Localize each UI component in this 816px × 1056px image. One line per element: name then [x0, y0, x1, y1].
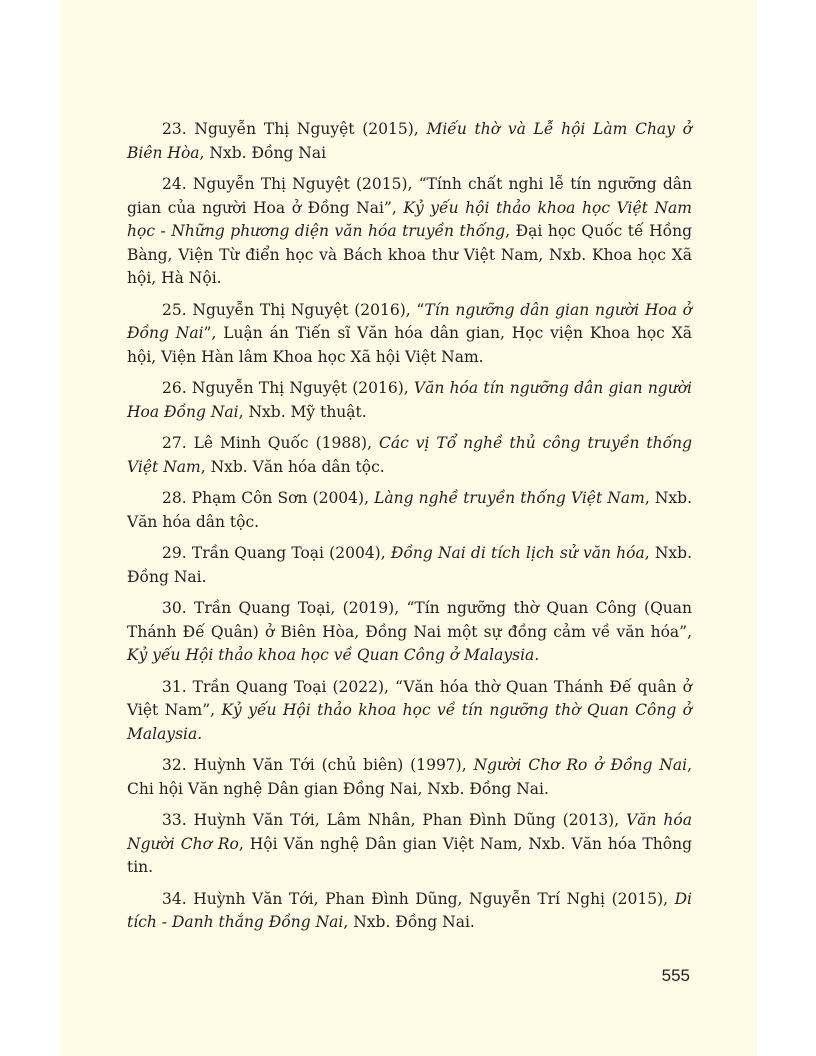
reference-item	[127, 377, 692, 424]
reference-item	[127, 542, 692, 589]
reference-title: Kỷ yếu hội thảo khoa học Việt Nam học - Những phương diện văn hóa truyền thống	[127, 198, 692, 240]
reference-item	[127, 487, 692, 534]
reference-text: , Nxb. Văn hóa dân tộc.	[200, 457, 385, 476]
reference-item	[127, 809, 692, 880]
reference-title: Các vị Tổ nghề thủ công truyền thống Việt Nam	[127, 434, 692, 476]
reference-text: , Nxb. Mỹ thuật.	[238, 402, 367, 421]
reference-title: Di tích - Danh thắng Đồng Nai	[127, 889, 692, 931]
reference-text: 33. Huỳnh Văn Tới, Lâm Nhân, Phan Đình Dũng (2013),	[162, 811, 627, 829]
reference-text: , Nxb. Đồng Nai.	[343, 913, 475, 931]
reference-item	[127, 888, 692, 935]
reference-item	[127, 432, 692, 479]
reference-title: Văn hóa Người Chơ Ro	[127, 811, 692, 853]
reference-text: 25. Nguyễn Thị Nguyệt (2016), “	[162, 300, 425, 319]
reference-text: 27. Lê Minh Quốc (1988),	[162, 434, 379, 452]
reference-text: 34. Huỳnh Văn Tới, Phan Đình Dũng, Nguyễn Trí Nghị (2015),	[162, 889, 675, 908]
reference-title: Kỷ yếu Hội thảo khoa học về Quan Công ở Malaysia.	[127, 646, 540, 664]
reference-item	[127, 299, 692, 370]
reference-text: 30. Trần Quang Toại, (2019), “Tín ngưỡng thờ Quan Công (Quan Thánh Đế Quân) ở Biên Hòa, Đồng Nai một sự đồng cảm về văn hóa”,	[127, 599, 692, 641]
reference-title: Miếu thờ và Lễ hội Làm Chay ở Biên Hòa	[127, 120, 692, 162]
reference-title: Làng nghề truyền thống Việt Nam	[374, 489, 645, 507]
reference-title: Văn hóa tín ngưỡng dân gian người Hoa Đồng Nai	[127, 379, 692, 421]
reference-title: Đồng Nai di tích lịch sử văn hóa	[390, 544, 645, 562]
reference-text: , Nxb. Đồng Nai	[199, 143, 327, 162]
reference-text: , Nxb. Văn hóa dân tộc.	[127, 489, 693, 531]
reference-item	[127, 118, 692, 165]
reference-item	[127, 173, 692, 291]
reference-item	[127, 676, 692, 747]
reference-text: , Hội Văn nghệ Dân gian Việt Nam, Nxb. Văn hóa Thông tin.	[127, 834, 692, 876]
reference-text: 28. Phạm Côn Sơn (2004),	[162, 489, 375, 507]
page-number: 555	[661, 966, 690, 985]
reference-text: ”, Luận án Tiến sĩ Văn hóa dân gian, Học viện Khoa học Xã hội, Viện Hàn lâm Khoa học Xã hội Việt Nam.	[127, 324, 692, 366]
reference-text: , Nxb. Đồng Nai.	[127, 544, 692, 586]
reference-text: 23. Nguyễn Thị Nguyệt (2015),	[162, 120, 427, 138]
reference-item	[127, 754, 692, 801]
reference-title: Kỷ yếu Hội thảo khoa học về tín ngưỡng thờ Quan Công ở Malaysia.	[127, 701, 692, 743]
reference-text: 32. Huỳnh Văn Tới (chủ biên) (1997),	[162, 756, 474, 774]
reference-list	[127, 118, 692, 943]
reference-title: Người Chơ Ro ở Đồng Nai	[473, 756, 688, 774]
reference-text: , Đại học Quốc tế Hồng Bàng, Viện Từ điển học và Bách khoa thư Việt Nam, Nxb. Khoa học Xã hội, Hà Nội.	[127, 222, 692, 287]
reference-text: 31. Trần Quang Toại (2022), “Văn hóa thờ Quan Thánh Đế quân ở Việt Nam”,	[127, 677, 692, 719]
reference-text: 26. Nguyễn Thị Nguyệt (2016),	[162, 379, 414, 397]
reference-title: Tín ngưỡng dân gian người Hoa ở Đồng Nai	[127, 300, 693, 342]
reference-text: 29. Trần Quang Toại (2004),	[162, 544, 391, 562]
reference-text: , Chi hội Văn nghệ Dân gian Đồng Nai, Nxb. Đồng Nai.	[127, 756, 692, 798]
reference-item	[127, 597, 692, 668]
reference-text: 24. Nguyễn Thị Nguyệt (2015), “Tính chất nghi lễ tín ngưỡng dân gian của người Hoa ở Đồng Nai”,	[127, 175, 692, 217]
